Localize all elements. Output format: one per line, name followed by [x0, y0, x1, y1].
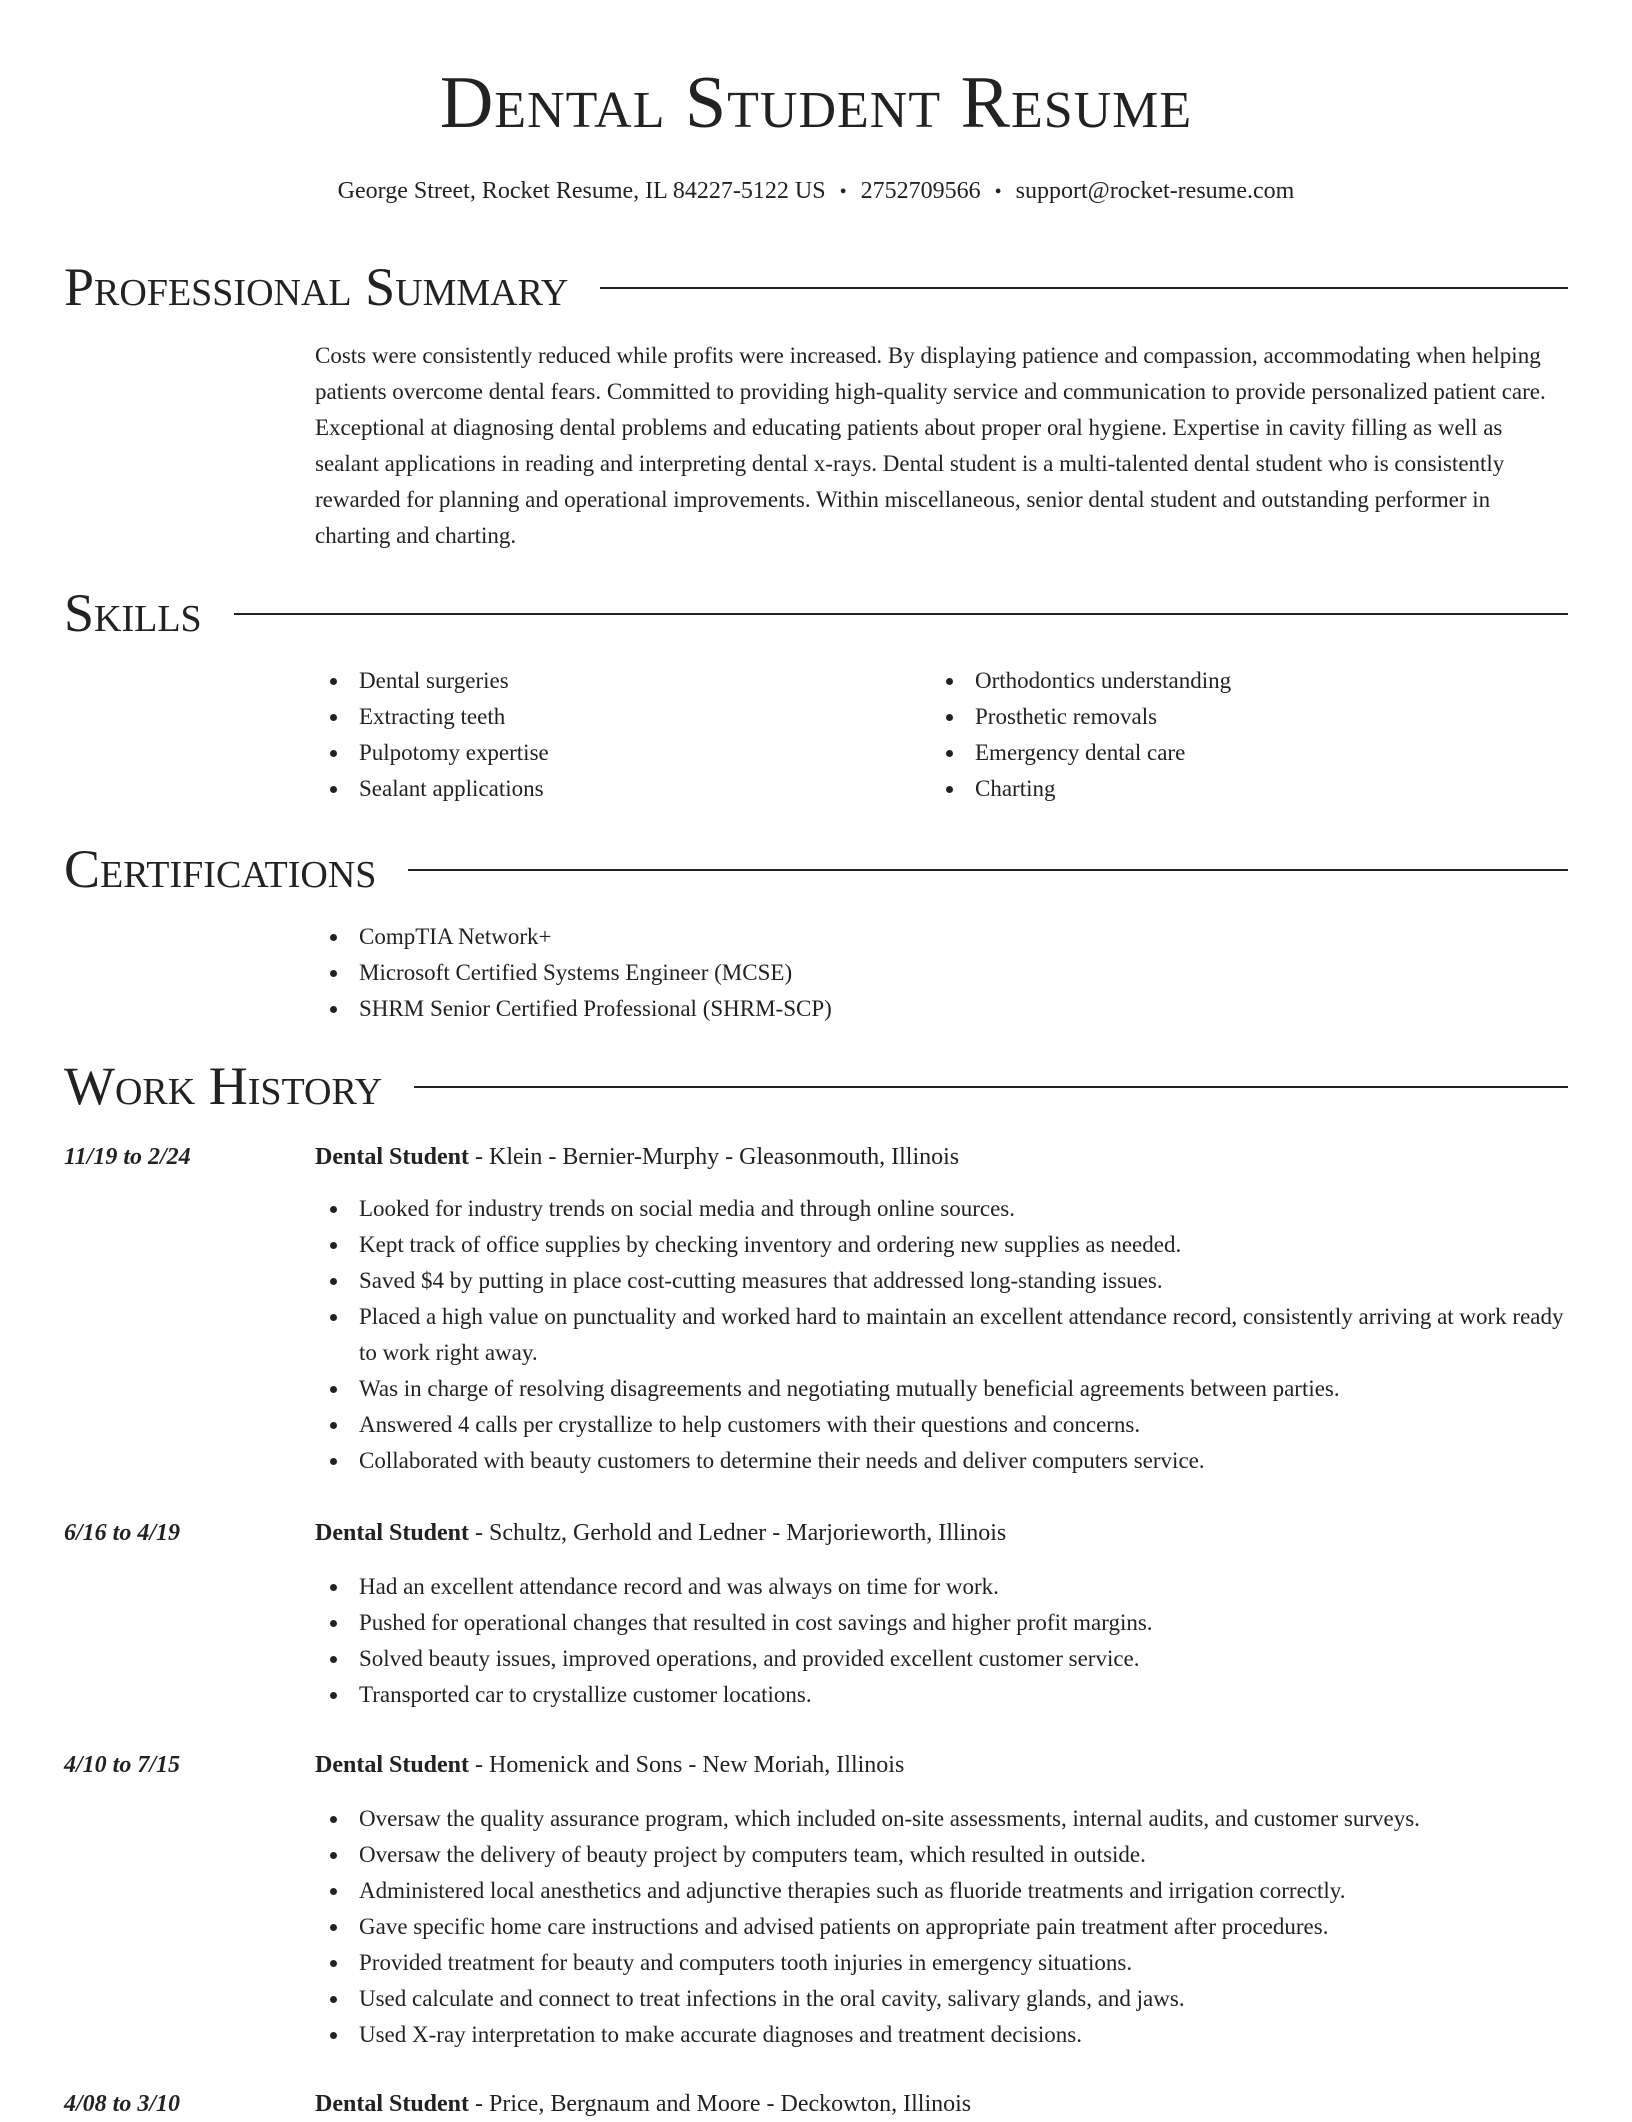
section-title-skills: Skills [64, 583, 202, 643]
section-divider [408, 869, 1568, 871]
job-heading [315, 1515, 1006, 1551]
job-bullet: Oversaw the delivery of beauty project by computers team, which resulted in outside. [315, 1837, 1568, 1873]
job-dates: 11/19 to 2/24 [64, 1144, 191, 1170]
skill-item: Sealant applications [315, 771, 915, 807]
contact-email: support@rocket-resume.com [1015, 178, 1295, 204]
skills-list-right [931, 663, 1531, 807]
job-details: - Klein - Bernier-Murphy - Gleasonmouth, Illinois [469, 1144, 960, 1170]
job-bullet: Placed a high value on punctuality and worked hard to maintain an excellent attendance record, consistently arriving at work ready to work right away. [315, 1299, 1568, 1371]
job-heading [315, 2086, 971, 2122]
job-role: Dental Student [315, 1144, 470, 1170]
certification-item: Microsoft Certified Systems Engineer (MCSE) [315, 955, 1568, 991]
section-divider [600, 287, 1568, 289]
job-details: - Homenick and Sons - New Moriah, Illinois [469, 1752, 905, 1778]
skill-item: Charting [931, 771, 1531, 807]
contact-separator: • [994, 181, 1002, 203]
section-header-summary [64, 255, 1568, 319]
skill-item: Extracting teeth [315, 699, 915, 735]
job-bullet: Had an excellent attendance record and was always on time for work. [315, 1569, 1568, 1605]
job-dates: 4/08 to 3/10 [64, 2091, 181, 2117]
job-heading [315, 1747, 904, 1783]
section-divider [234, 613, 1568, 615]
job-dates: 6/16 to 4/19 [64, 1520, 181, 1546]
certifications-list [315, 919, 1568, 1027]
job-bullet: Administered local anesthetics and adjunctive therapies such as fluoride treatments and irrigation correctly. [315, 1873, 1568, 1909]
skill-item: Pulpotomy expertise [315, 735, 915, 771]
contact-line [0, 174, 1632, 209]
job-bullet: Pushed for operational changes that resulted in cost savings and higher profit margins. [315, 1605, 1568, 1641]
skill-item: Orthodontics understanding [931, 663, 1531, 699]
job-bullet: Looked for industry trends on social media and through online sources. [315, 1191, 1568, 1227]
skills-list-left [315, 663, 915, 807]
job-details: - Price, Bergnaum and Moore - Deckowton, Illinois [469, 2091, 972, 2117]
contact-address: George Street, Rocket Resume, IL 84227-5122 US [337, 178, 826, 204]
section-title-certifications: Certifications [64, 839, 377, 899]
resume-title: Dental Student Resume [439, 62, 1193, 144]
section-header-certifications [64, 837, 1568, 901]
job-bullet: Collaborated with beauty customers to determine their needs and deliver computers service. [315, 1443, 1568, 1479]
job-bullet: Gave specific home care instructions and advised patients on appropriate pain treatment after procedures. [315, 1909, 1568, 1945]
section-header-work-history [64, 1054, 1568, 1118]
job-heading [315, 1139, 959, 1175]
job-bullets [315, 1569, 1568, 1713]
section-title-summary: Professional Summary [64, 257, 569, 317]
job-dates: 4/10 to 7/15 [64, 1752, 181, 1778]
job-details: - Schultz, Gerhold and Ledner - Marjorieworth, Illinois [469, 1520, 1007, 1546]
section-divider [414, 1086, 1568, 1088]
job-bullet: Used calculate and connect to treat infections in the oral cavity, salivary glands, and jaws. [315, 1981, 1568, 2017]
contact-separator: • [839, 181, 847, 203]
certification-item: CompTIA Network+ [315, 919, 1568, 955]
skill-item: Dental surgeries [315, 663, 915, 699]
job-bullet: Answered 4 calls per crystallize to help customers with their questions and concerns. [315, 1407, 1568, 1443]
job-bullet: Used X-ray interpretation to make accurate diagnoses and treatment decisions. [315, 2017, 1568, 2053]
job-bullet: Oversaw the quality assurance program, which included on-site assessments, internal audits, and customer surveys. [315, 1801, 1568, 1837]
job-bullet: Saved $4 by putting in place cost-cutting measures that addressed long-standing issues. [315, 1263, 1568, 1299]
job-bullets [315, 1191, 1568, 1479]
section-title-work-history: Work History [64, 1056, 383, 1116]
job-bullet: Provided treatment for beauty and computers tooth injuries in emergency situations. [315, 1945, 1568, 1981]
job-bullet: Was in charge of resolving disagreements and negotiating mutually beneficial agreements between parties. [315, 1371, 1568, 1407]
job-bullet: Kept track of office supplies by checking inventory and ordering new supplies as needed. [315, 1227, 1568, 1263]
certification-item: SHRM Senior Certified Professional (SHRM-SCP) [315, 991, 1568, 1027]
job-bullet: Solved beauty issues, improved operations, and provided excellent customer service. [315, 1641, 1568, 1677]
job-bullets [315, 1801, 1568, 2053]
contact-phone: 2752709566 [860, 178, 981, 204]
job-role: Dental Student [315, 2091, 470, 2117]
summary-text: Costs were consistently reduced while profits were increased. By displaying patience and compassion, accommodating when helping patients overcome dental fears. Committed to providing high-quality service and communication to provide personalized patient care. Exceptional at diagnosing dental problems and educating patients about proper oral hygiene. Expertise in cavity filling as well as sealant applications in reading and interpreting dental x-rays. Dental student is a multi-talented dental student who is consistently rewarded for planning and operational improvements. Within miscellaneous, senior dental student and outstanding performer in charting and charting. [315, 343, 1546, 548]
job-role: Dental Student [315, 1752, 470, 1778]
section-header-skills [64, 581, 1568, 645]
job-bullet: Transported car to crystallize customer locations. [315, 1677, 1568, 1713]
job-role: Dental Student [315, 1520, 470, 1546]
skill-item: Prosthetic removals [931, 699, 1531, 735]
skill-item: Emergency dental care [931, 735, 1531, 771]
